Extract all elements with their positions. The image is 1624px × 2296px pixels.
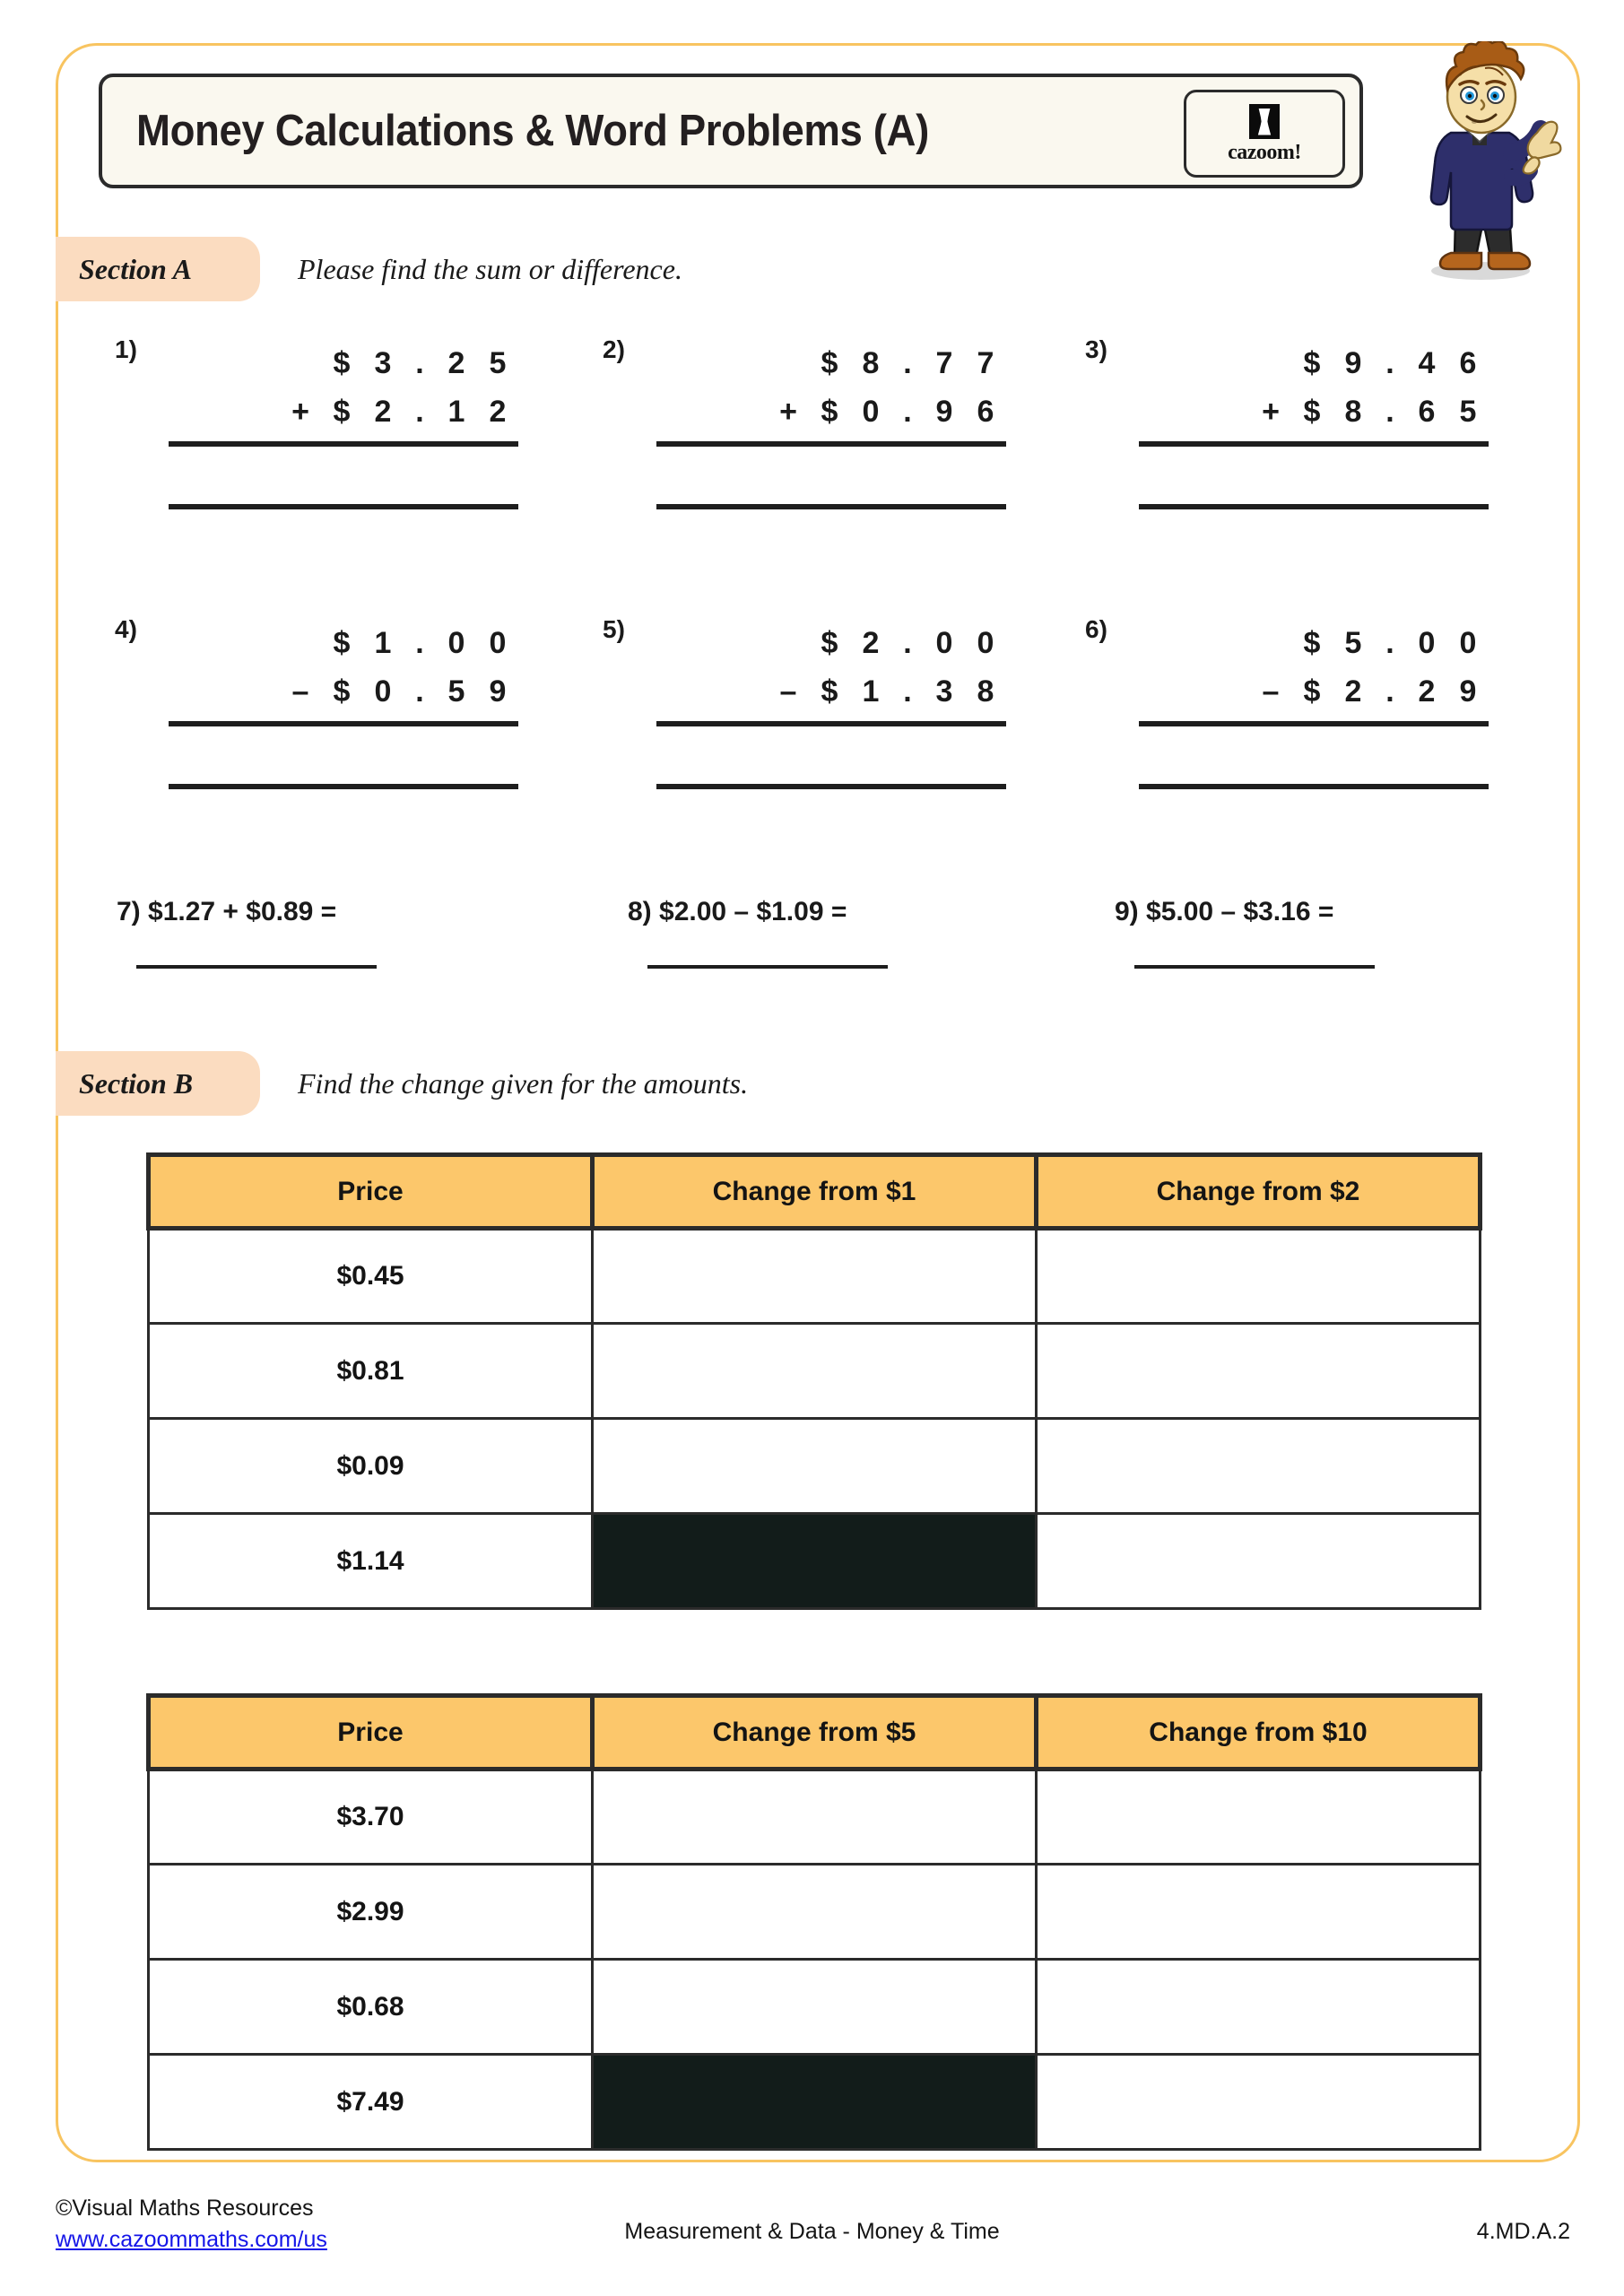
horizontal-problem-8 <box>628 897 888 969</box>
column-header-change-5: Change from $5 <box>593 1696 1037 1770</box>
digit: 4 <box>1418 345 1436 380</box>
operator: – <box>779 674 797 709</box>
page-footer <box>0 2196 1624 2294</box>
section-a-label: Section A <box>79 252 192 285</box>
currency-symbol: $ <box>1303 345 1321 380</box>
digit: 5 <box>1344 625 1362 660</box>
digit: 2 <box>1418 674 1436 709</box>
mascot-boy-illustration <box>1377 41 1584 283</box>
sum-rule-bottom <box>1139 784 1489 789</box>
digit: 5 <box>489 345 507 380</box>
page-title: Money Calculations & Word Problems (A) <box>136 107 929 155</box>
problem-number: 1) <box>115 335 137 363</box>
section-b-pill <box>56 1051 260 1116</box>
answer-cell[interactable] <box>1037 1419 1481 1514</box>
minuend-row <box>1139 619 1489 667</box>
digit: 1 <box>447 394 465 429</box>
sum-rule-bottom <box>169 784 518 789</box>
answer-cell[interactable] <box>593 1419 1037 1514</box>
currency-symbol: $ <box>821 625 838 660</box>
answer-line[interactable] <box>1134 965 1375 969</box>
addend-bottom-row <box>656 387 1006 436</box>
section-a-instruction: Please find the sum or difference. <box>298 253 682 285</box>
operator: – <box>291 674 309 709</box>
column-sum-stack <box>169 339 518 509</box>
answer-cell[interactable] <box>593 1960 1037 2055</box>
digit: 6 <box>1459 345 1477 380</box>
section-b-instruction: Find the change given for the amounts. <box>298 1067 749 1100</box>
decimal-point: . <box>1385 674 1394 709</box>
digit: 0 <box>374 674 392 709</box>
answer-cell[interactable] <box>1037 1229 1481 1324</box>
problem-text: 8) $2.00 – $1.09 = <box>628 897 847 926</box>
footer-standard-code: 4.MD.A.2 <box>1476 2219 1570 2244</box>
column-header-change-10: Change from $10 <box>1037 1696 1481 1770</box>
answer-line[interactable] <box>647 965 888 969</box>
answer-space[interactable] <box>1139 447 1489 499</box>
table-row <box>149 1324 1481 1419</box>
table-header-row <box>149 1696 1481 1770</box>
digit: 2 <box>1344 674 1362 709</box>
cazoom-website-link[interactable]: www.cazoommaths.com/us <box>56 2227 327 2252</box>
currency-symbol: $ <box>821 345 838 380</box>
answer-space[interactable] <box>656 447 1006 499</box>
decimal-point: . <box>903 674 912 709</box>
addend-bottom-row <box>169 387 518 436</box>
table-row <box>149 1229 1481 1324</box>
problem-number: 2) <box>603 335 625 363</box>
footer-topic: Measurement & Data - Money & Time <box>624 2219 1000 2244</box>
price-cell: $0.09 <box>149 1419 593 1514</box>
price-cell: $2.99 <box>149 1865 593 1960</box>
column-sum-stack <box>1139 619 1489 789</box>
digit: 8 <box>862 345 880 380</box>
change-table-2 <box>146 1693 1482 2151</box>
digit: 9 <box>1459 674 1477 709</box>
column-header-price: Price <box>149 1696 593 1770</box>
addend-top-row <box>656 339 1006 387</box>
digit: 3 <box>935 674 953 709</box>
problem-number: 4) <box>115 615 137 643</box>
currency-symbol: $ <box>821 674 838 709</box>
digit: 0 <box>935 625 953 660</box>
worksheet-title-box <box>99 74 1363 188</box>
currency-symbol: $ <box>1303 674 1321 709</box>
currency-symbol: $ <box>333 345 351 380</box>
digit: 5 <box>447 674 465 709</box>
column-sum-stack <box>656 619 1006 789</box>
decimal-point: . <box>415 345 424 380</box>
hourglass-glass-shape <box>1257 109 1272 135</box>
currency-symbol: $ <box>821 394 838 429</box>
table-row <box>149 2055 1481 2150</box>
price-cell: $0.45 <box>149 1229 593 1324</box>
table-row <box>149 1419 1481 1514</box>
digit: 2 <box>489 394 507 429</box>
answer-space[interactable] <box>656 726 1006 778</box>
column-header-change-1: Change from $1 <box>593 1155 1037 1229</box>
column-header-change-2: Change from $2 <box>1037 1155 1481 1229</box>
problem-text: 7) $1.27 + $0.89 = <box>117 897 337 926</box>
problem-number: 5) <box>603 615 625 643</box>
redacted-cell <box>593 1514 1037 1609</box>
minuend-row <box>656 619 1006 667</box>
decimal-point: . <box>415 674 424 709</box>
digit: 9 <box>489 674 507 709</box>
problem-number: 3) <box>1085 335 1107 363</box>
column-sum-stack <box>1139 339 1489 509</box>
digit: 0 <box>862 394 880 429</box>
answer-cell[interactable] <box>593 1770 1037 1865</box>
subtrahend-row <box>169 667 518 716</box>
column-header-price: Price <box>149 1155 593 1229</box>
answer-cell[interactable] <box>1037 1770 1481 1865</box>
digit: 5 <box>1459 394 1477 429</box>
operator: + <box>779 394 797 429</box>
price-cell: $7.49 <box>149 2055 593 2150</box>
table-header-row <box>149 1155 1481 1229</box>
section-a-pill <box>56 237 260 301</box>
answer-cell[interactable] <box>593 1324 1037 1419</box>
decimal-point: . <box>1385 625 1394 660</box>
digit: 7 <box>977 345 994 380</box>
horizontal-problem-9 <box>1115 897 1375 969</box>
answer-cell[interactable] <box>593 1865 1037 1960</box>
decimal-point: . <box>415 394 424 429</box>
sum-rule-bottom <box>656 504 1006 509</box>
digit: 6 <box>1418 394 1436 429</box>
digit: 1 <box>862 674 880 709</box>
sum-rule-bottom <box>1139 504 1489 509</box>
decimal-point: . <box>1385 394 1394 429</box>
currency-symbol: $ <box>333 625 351 660</box>
problem-text: 9) $5.00 – $3.16 = <box>1115 897 1334 926</box>
answer-cell[interactable] <box>1037 1960 1481 2055</box>
digit: 0 <box>489 625 507 660</box>
subtrahend-row <box>1139 667 1489 716</box>
addend-top-row <box>169 339 518 387</box>
currency-symbol: $ <box>1303 625 1321 660</box>
problem-number: 6) <box>1085 615 1107 643</box>
answer-line[interactable] <box>136 965 377 969</box>
answer-space[interactable] <box>1139 726 1489 778</box>
table-row <box>149 1514 1481 1609</box>
decimal-point: . <box>903 345 912 380</box>
digit: 0 <box>1459 625 1477 660</box>
price-cell: $3.70 <box>149 1770 593 1865</box>
digit: 2 <box>447 345 465 380</box>
answer-cell[interactable] <box>593 1229 1037 1324</box>
table-row <box>149 1770 1481 1865</box>
digit: 2 <box>862 625 880 660</box>
column-sum-stack <box>656 339 1006 509</box>
horizontal-problem-7 <box>117 897 377 969</box>
price-cell: $0.81 <box>149 1324 593 1419</box>
answer-space[interactable] <box>169 726 518 778</box>
digit: 3 <box>374 345 392 380</box>
sum-rule-bottom <box>656 784 1006 789</box>
hourglass-mark-icon <box>1249 104 1280 139</box>
table-row <box>149 1960 1481 2055</box>
decimal-point: . <box>415 625 424 660</box>
copyright-text: ©Visual Maths Resources <box>56 2196 314 2221</box>
addend-bottom-row <box>1139 387 1489 436</box>
currency-symbol: $ <box>333 674 351 709</box>
digit: 2 <box>374 394 392 429</box>
digit: 6 <box>977 394 994 429</box>
addend-top-row <box>1139 339 1489 387</box>
column-sum-stack <box>169 619 518 789</box>
answer-cell[interactable] <box>1037 2055 1481 2150</box>
subtrahend-row <box>656 667 1006 716</box>
digit: 8 <box>1344 394 1362 429</box>
price-cell: $0.68 <box>149 1960 593 2055</box>
digit: 0 <box>1418 625 1436 660</box>
decimal-point: . <box>903 625 912 660</box>
cazoom-wordmark: cazoom! <box>1228 141 1301 164</box>
answer-cell[interactable] <box>1037 1865 1481 1960</box>
change-table-1 <box>146 1152 1482 1610</box>
price-cell: $1.14 <box>149 1514 593 1609</box>
sum-rule-bottom <box>169 504 518 509</box>
decimal-point: . <box>903 394 912 429</box>
answer-cell[interactable] <box>1037 1324 1481 1419</box>
operator: + <box>291 394 309 429</box>
operator: – <box>1262 674 1280 709</box>
minuend-row <box>169 619 518 667</box>
digit: 7 <box>935 345 953 380</box>
digit: 1 <box>374 625 392 660</box>
operator: + <box>1262 394 1280 429</box>
redacted-cell <box>593 2055 1037 2150</box>
currency-symbol: $ <box>333 394 351 429</box>
section-b-label: Section B <box>79 1066 194 1100</box>
table-row <box>149 1865 1481 1960</box>
cazoom-logo <box>1184 90 1345 178</box>
currency-symbol: $ <box>1303 394 1321 429</box>
answer-space[interactable] <box>169 447 518 499</box>
digit: 0 <box>447 625 465 660</box>
digit: 9 <box>935 394 953 429</box>
decimal-point: . <box>1385 345 1394 380</box>
answer-cell[interactable] <box>1037 1514 1481 1609</box>
digit: 0 <box>977 625 994 660</box>
digit: 8 <box>977 674 994 709</box>
digit: 9 <box>1344 345 1362 380</box>
